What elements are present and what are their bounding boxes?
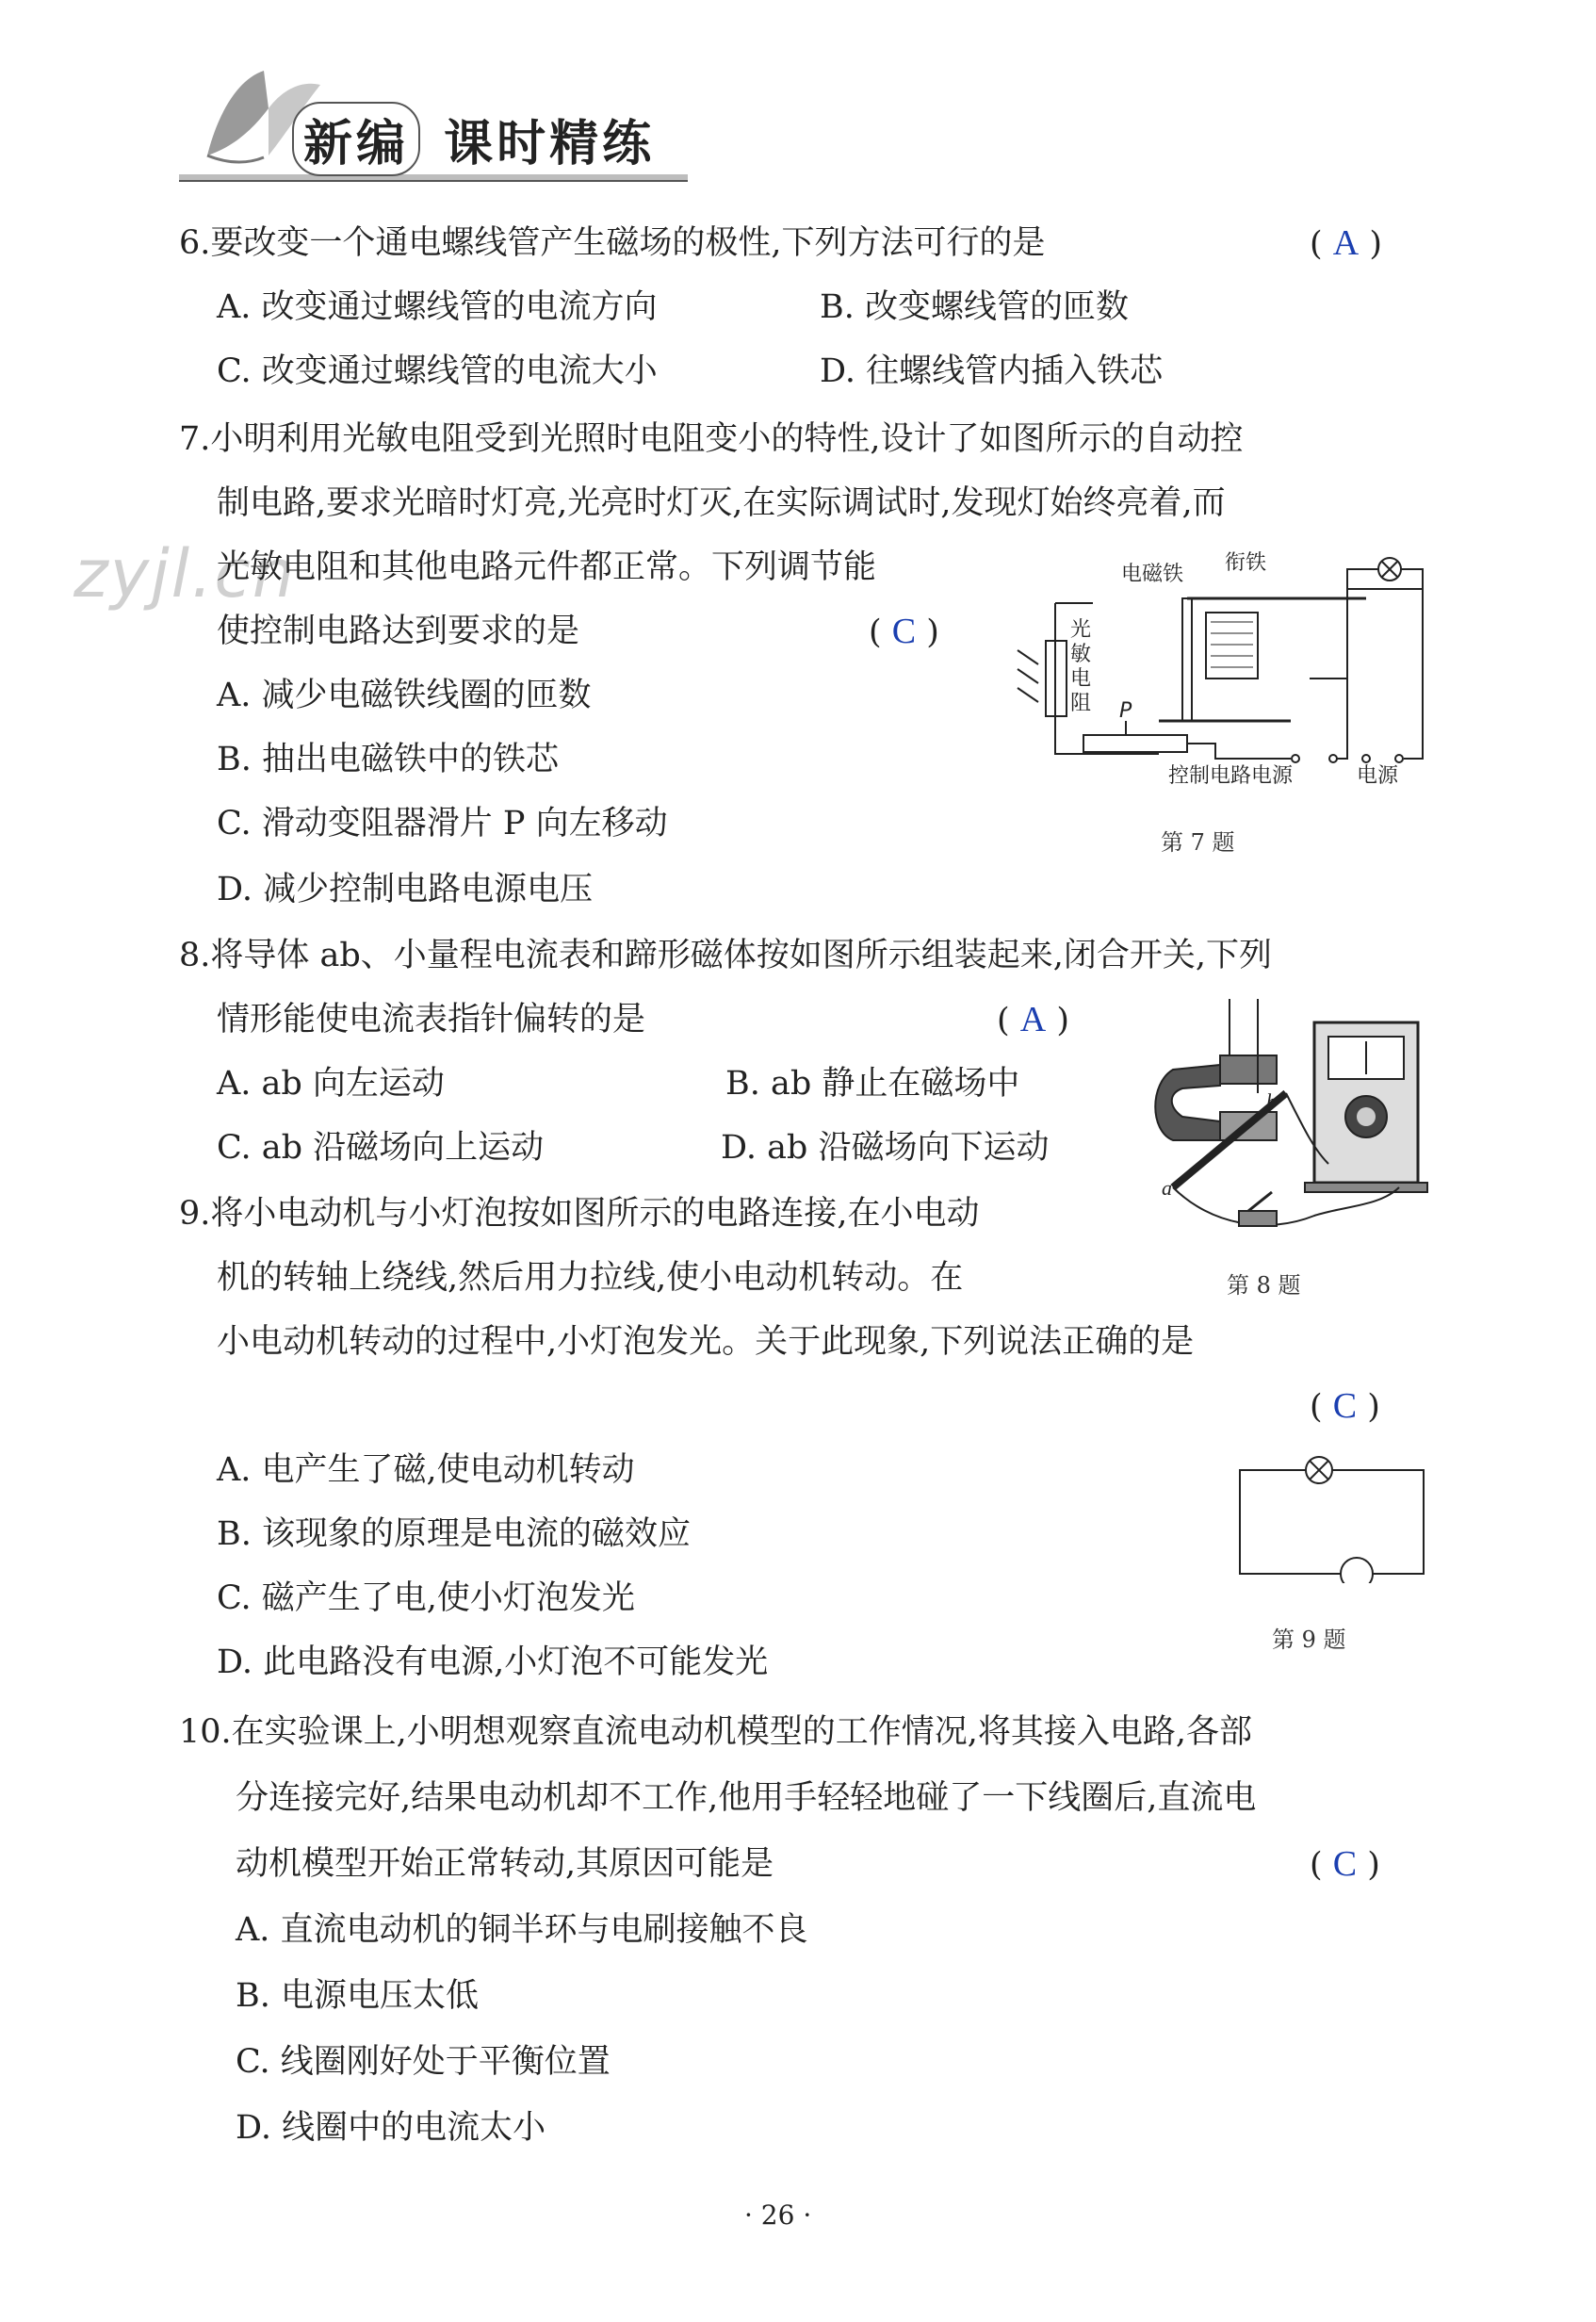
option-7a: A. 减少电磁铁线圈的匝数	[217, 677, 592, 714]
watermark: zyjl.cn	[73, 535, 297, 613]
question-number: 8.	[179, 937, 211, 974]
question-6-stem	[179, 222, 1046, 264]
label-control-power: 控制电路电源	[1168, 764, 1294, 788]
question-7-stem-line1	[179, 418, 1244, 460]
label-armature: 衔铁	[1225, 551, 1267, 575]
question-7-stem-line4: 使控制电路达到要求的是	[217, 613, 580, 650]
option-7c: C. 滑动变阻器滑片 P 向左移动	[217, 805, 668, 842]
option-9a: A. 电产生了磁,使电动机转动	[217, 1451, 635, 1489]
label-b: b	[1266, 1089, 1277, 1113]
option-6b: B. 改变螺线管的匝数	[820, 288, 1129, 326]
option-6a: A. 改变通过螺线管的电流方向	[217, 288, 658, 326]
question-number: 9.	[179, 1195, 211, 1233]
answer-10: C	[1332, 1844, 1358, 1884]
option-10c: C. 线圈刚好处于平衡位置	[236, 2043, 611, 2081]
question-8-stem-line2: 情形能使电流表指针偏转的是	[217, 1001, 646, 1038]
question-number: 10.	[179, 1713, 232, 1751]
label-slider-p: P	[1119, 699, 1132, 723]
option-8c: C. ab 沿磁场向上运动	[217, 1129, 545, 1167]
label-electromagnet: 电磁铁	[1121, 563, 1184, 586]
answer-bracket: ( C )	[869, 612, 939, 651]
question-text-line: 小明利用光敏电阻受到光照时电阻变小的特性,设计了如图所示的自动控	[210, 420, 1244, 458]
option-6d: D. 往螺线管内插入铁芯	[820, 352, 1164, 390]
option-10b: B. 电源电压太低	[236, 1977, 479, 2015]
answer-8: A	[1019, 1000, 1047, 1039]
option-9c: C. 磁产生了电,使小灯泡发光	[217, 1579, 635, 1617]
question-9-stem-line2: 机的转轴上绕线,然后用力拉线,使小电动机转动。在	[217, 1259, 964, 1297]
option-6c: C. 改变通过螺线管的电流大小	[217, 352, 658, 390]
question-text-line: 要改变一个通电螺线管产生磁场的极性,下列方法可行的是	[210, 224, 1046, 262]
answer-9: C	[1332, 1386, 1358, 1426]
page-number: · 26 ·	[744, 2199, 812, 2231]
question-7-stem-line3: 光敏电阻和其他电路元件都正常。下列调节能	[217, 548, 877, 586]
option-8a: A. ab 向左运动	[217, 1065, 445, 1103]
question-text-line: 在实验课上,小明想观察直流电动机模型的工作情况,将其接入电路,各部	[231, 1713, 1253, 1751]
question-number: 6.	[179, 224, 211, 262]
header-title-box	[292, 102, 655, 176]
question-7-stem-line2: 制电路,要求光暗时灯亮,光亮时灯灭,在实际调试时,发现灯始终亮着,而	[217, 484, 1226, 522]
label-power: 电源	[1357, 764, 1399, 788]
header-title-part2: 课时精练	[444, 116, 656, 172]
answer-bracket: ( C )	[1310, 1386, 1380, 1426]
question-text-line: 将导体 ab、小量程电流表和蹄形磁体按如图所示组装起来,闭合开关,下列	[210, 937, 1273, 974]
question-text-line: 将小电动机与小灯泡按如图所示的电路连接,在小电动	[210, 1195, 980, 1233]
label-photoresistor: 光 敏 电 阻	[1070, 618, 1092, 715]
answer-bracket: ( C )	[1310, 1844, 1380, 1884]
question-10-stem-line2: 分连接完好,结果电动机却不工作,他用手轻轻地碰了一下线圈后,直流电	[236, 1779, 1257, 1817]
option-8b: B. ab 静止在磁场中	[725, 1065, 1020, 1103]
question-9-stem-line1	[179, 1193, 980, 1235]
answer-bracket: ( A )	[1310, 223, 1383, 263]
question-10-stem-line1	[179, 1711, 1252, 1753]
figure-9-caption: 第 9 题	[1272, 1627, 1346, 1653]
horseshoe-magnet-icon	[1155, 1065, 1220, 1140]
option-8d: D. ab 沿磁场向下运动	[721, 1129, 1050, 1167]
answer-bracket: ( A )	[997, 1000, 1070, 1039]
option-9b: B. 该现象的原理是电流的磁效应	[217, 1515, 691, 1553]
option-9d: D. 此电路没有电源,小灯泡不可能发光	[217, 1643, 769, 1681]
question-8-stem-line1	[179, 935, 1272, 976]
question-9-stem-line3: 小电动机转动的过程中,小灯泡发光。关于此现象,下列说法正确的是	[217, 1323, 1195, 1361]
header-title-part1: 新编	[292, 102, 420, 176]
question-number: 7.	[179, 420, 211, 458]
option-10d: D. 线圈中的电流太小	[236, 2109, 546, 2147]
option-7b: B. 抽出电磁铁中的铁芯	[217, 741, 559, 778]
option-7d: D. 减少控制电路电源电压	[217, 871, 594, 908]
figure-7-caption: 第 7 题	[1161, 829, 1235, 856]
figure-8-caption: 第 8 题	[1227, 1272, 1301, 1299]
rheostat-icon	[1083, 735, 1187, 752]
option-10a: A. 直流电动机的铜半环与电刷接触不良	[236, 1911, 808, 1949]
question-10-stem-line3: 动机模型开始正常转动,其原因可能是	[236, 1845, 774, 1883]
motor-icon	[1341, 1558, 1373, 1583]
answer-6: A	[1332, 223, 1360, 263]
switch-icon	[1239, 1211, 1277, 1226]
answer-7: C	[891, 612, 917, 651]
figure-8-apparatus-diagram	[1154, 999, 1437, 1244]
label-a: a	[1162, 1176, 1172, 1200]
figure-9-circuit-diagram	[1234, 1451, 1432, 1583]
